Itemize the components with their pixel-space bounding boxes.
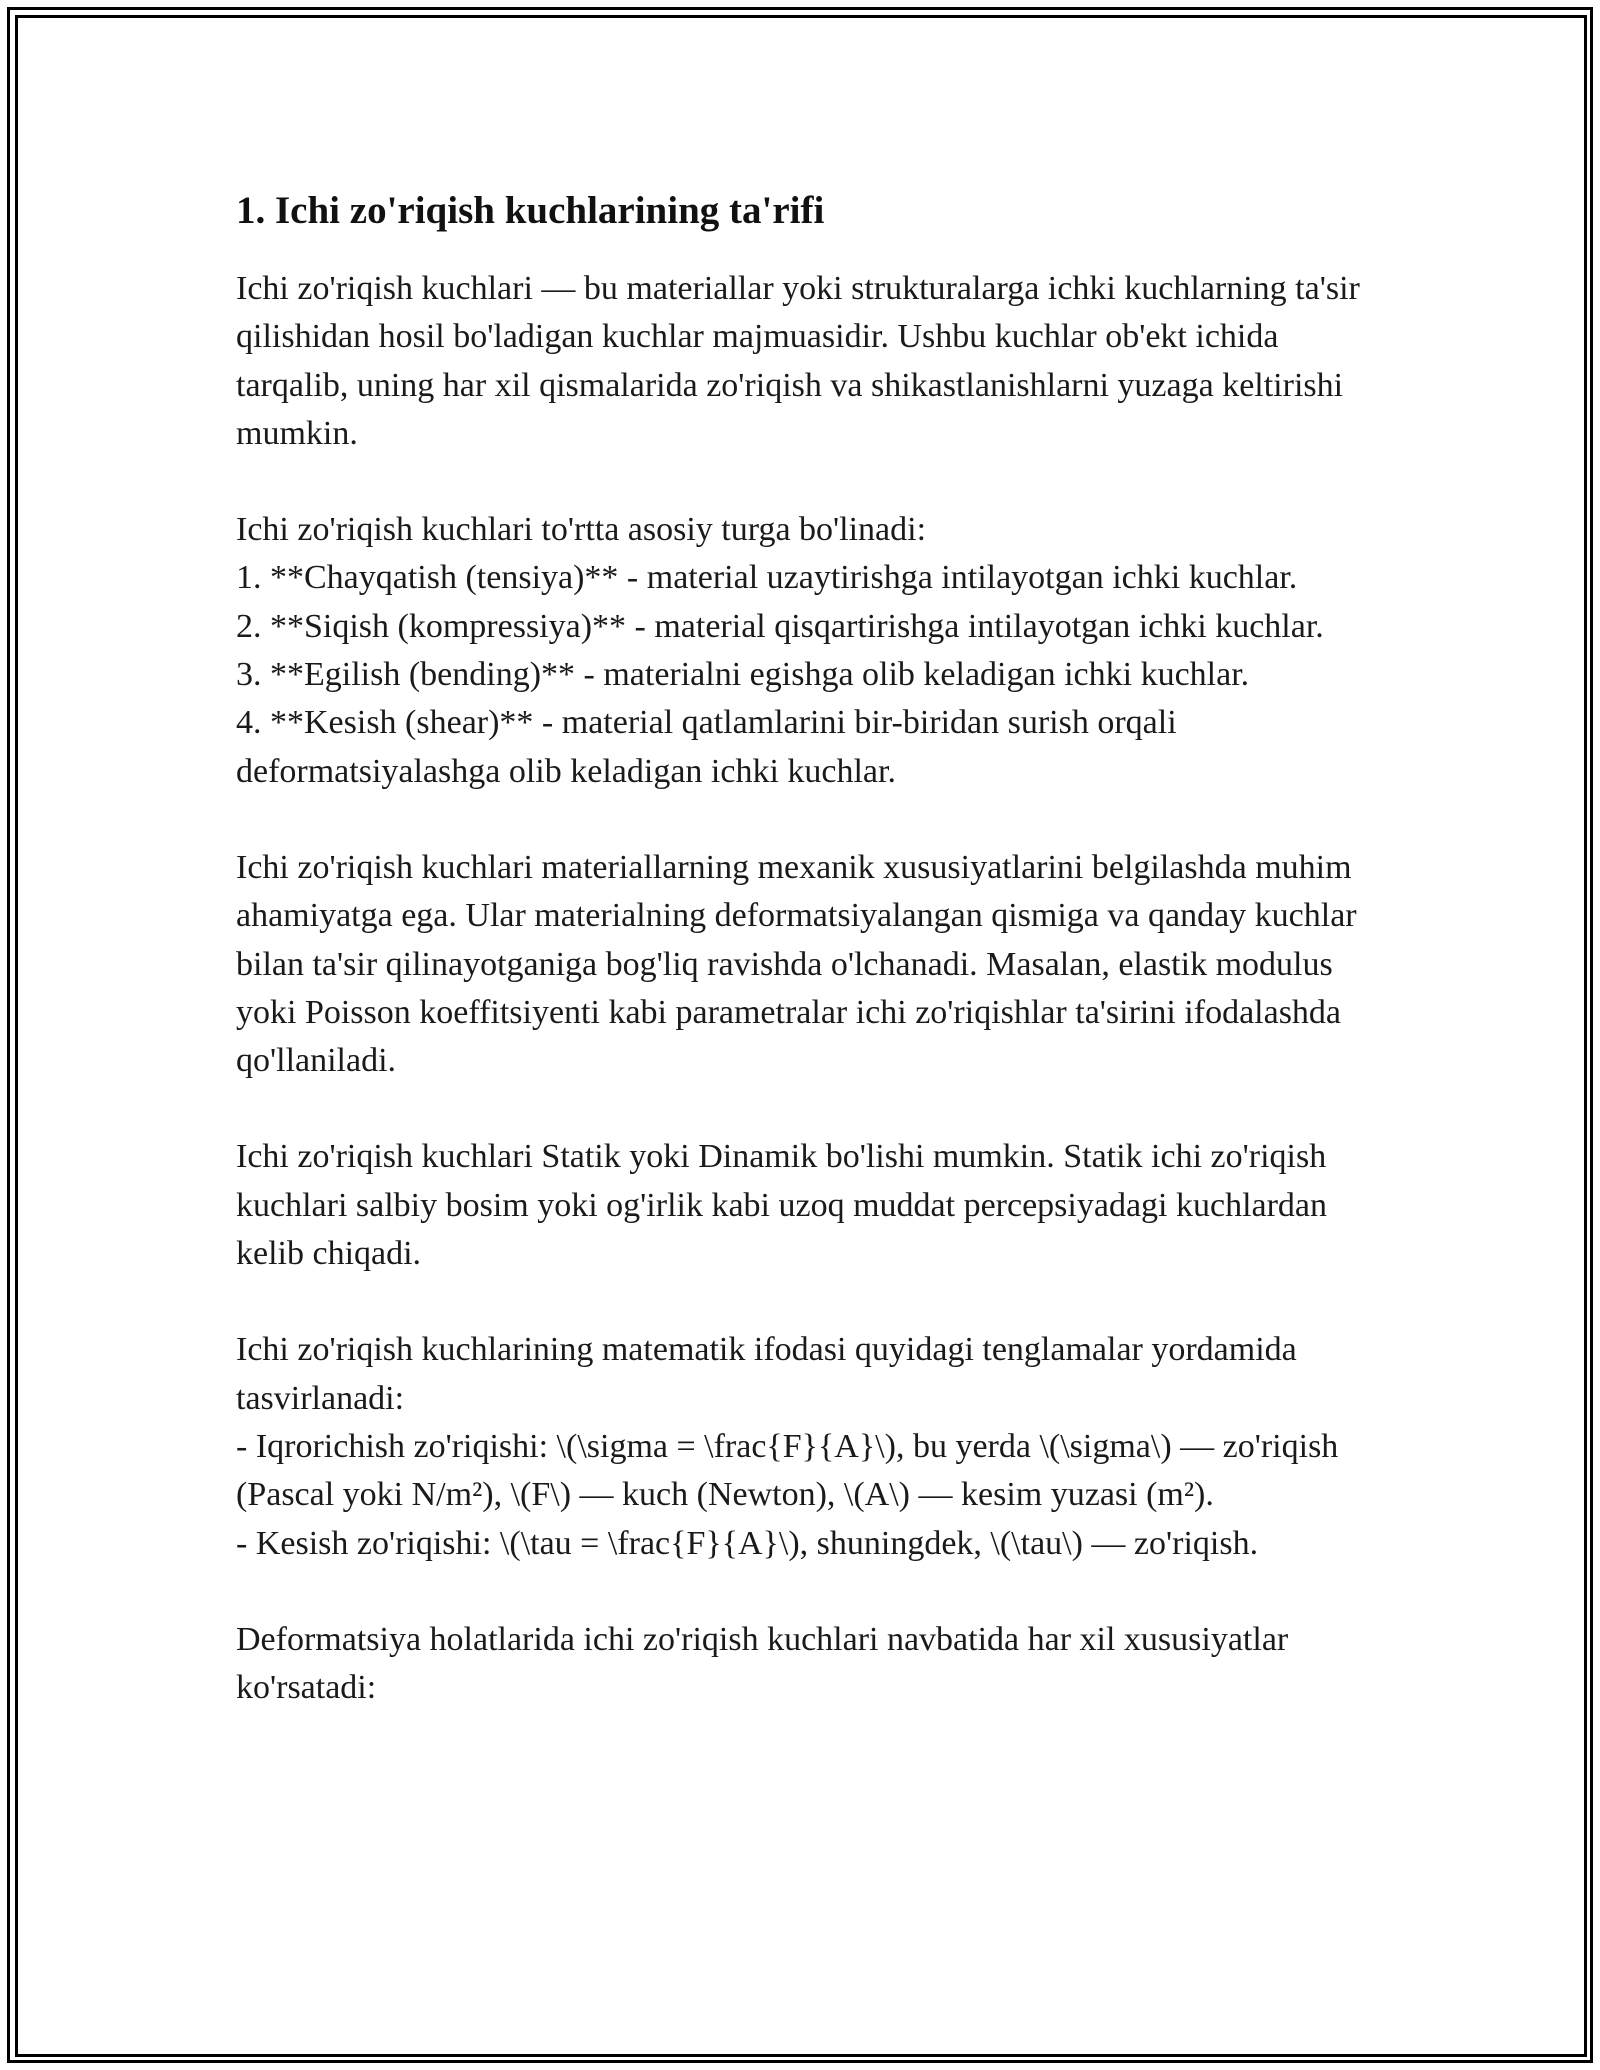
paragraph-formulas [236, 1326, 1366, 1567]
paragraph-mechanical-properties [236, 844, 1366, 1085]
paragraph-types-list [236, 506, 1366, 796]
list-item: 3. **Egilish (bending)** - materialni egishga olib keladigan ichki kuchlar. [236, 656, 1250, 694]
formula-item: - Iqrorichish zo'riqishi: \(\sigma = \frac{F}{A}\), bu yerda \(\sigma\) — zo'riqish (Pascal yoki N/m²), \(F\) — kuch (Newton), \(A\) — kesim yuzasi (m²). [236, 1427, 1339, 1514]
paragraph-line: Deformatsiya holatlarida ichi zo'riqish kuchlari navbatida har xil xususiyatlar ko'rsatadi: [236, 1620, 1289, 1707]
formula-item: - Kesish zo'riqishi: \(\tau = \frac{F}{A}\), shuningdek, \(\tau\) — zo'riqish. [236, 1524, 1259, 1562]
paragraph-static-dynamic [236, 1133, 1366, 1278]
list-item: 1. **Chayqatish (tensiya)** - material uzaytirishga intilayotgan ichki kuchlar. [236, 559, 1298, 597]
paragraph-line: Ichi zo'riqish kuchlari Statik yoki Dinamik bo'lishi mumkin. Statik ichi zo'riqish kuchlari salbiy bosim yoki og'irlik kabi uzoq muddat percepsiyadagi kuchlardan kelib chiqadi. [236, 1138, 1328, 1273]
paragraph-definition [236, 265, 1366, 458]
section-heading: 1. Ichi zo'riqish kuchlarining ta'rifi [236, 189, 825, 232]
list-item: 2. **Siqish (kompressiya)** - material qisqartirishga intilayotgan ichki kuchlar. [236, 607, 1324, 645]
list-item: 4. **Kesish (shear)** - material qatlamlarini bir-biridan surish orqali deformatsiyalashga olib keladigan ichki kuchlar. [236, 704, 1177, 790]
list-intro: Ichi zo'riqish kuchlari to'rtta asosiy turga bo'linadi: [236, 511, 927, 549]
paragraph-line: Ichi zo'riqish kuchlari materiallarning mexanik xususiyatlarini belgilashda muhim ahamiyatga ega. Ular materialning deformatsiyalangan qismiga va qanday kuchlar bilan ta'sir qilinayotganiga bog'liq ravishda o'lchanadi. Masalan, elastik modulus yoki Poisson koeffitsiyenti kabi parametralar ichi zo'riqishlar ta'sirini ifodalashda qo'llaniladi. [236, 848, 1357, 1080]
document-body [236, 185, 1366, 1760]
formula-intro: Ichi zo'riqish kuchlarining matematik ifodasi quyidagi tenglamalar yordamida tasvirlanadi: [236, 1331, 1297, 1417]
paragraph-line: Ichi zo'riqish kuchlari — bu materiallar yoki strukturalarga ichki kuchlarning ta'sir qilishidan hosil bo'ladigan kuchlar majmuasidir. Ushbu kuchlar ob'ekt ichida tarqalib, uning har xil qismalarida zo'riqish va shikastlanishlarni yuzaga keltirishi mumkin. [236, 270, 1360, 452]
paragraph-deformation [236, 1616, 1366, 1713]
